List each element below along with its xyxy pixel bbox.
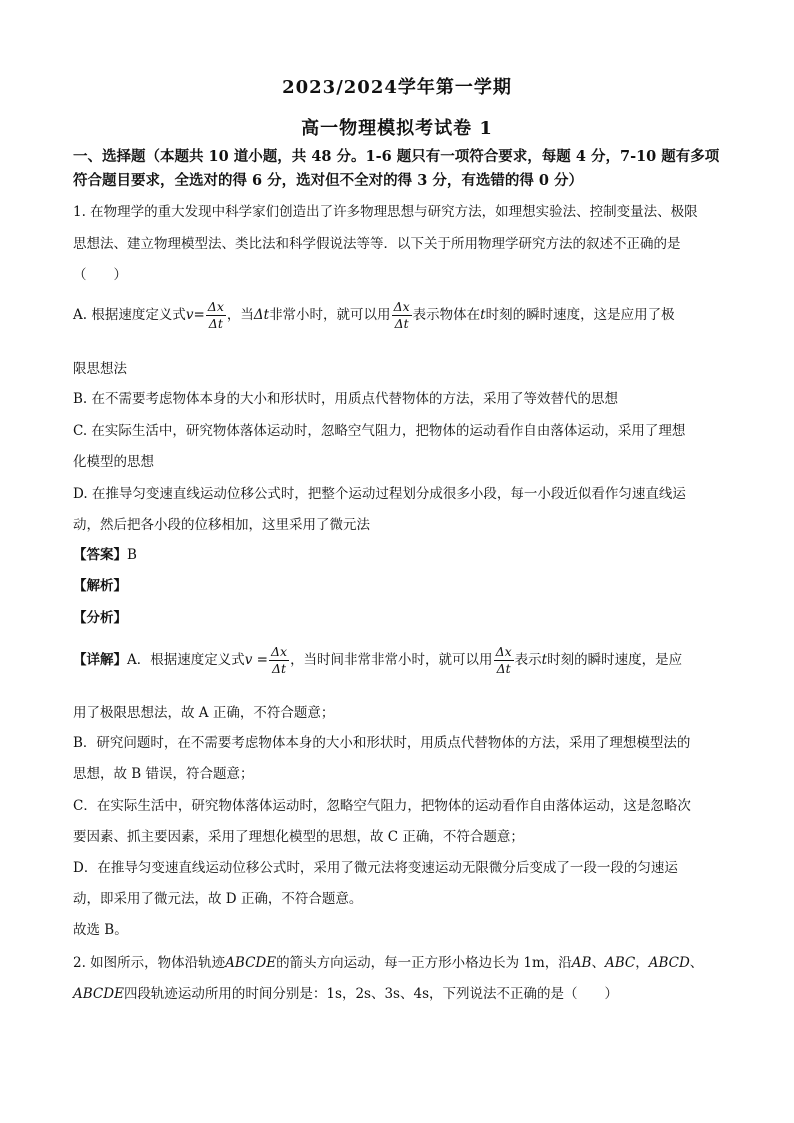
separator: 、	[591, 955, 605, 971]
path-label: ABCDE	[225, 955, 277, 971]
fraction-numerator: Δx	[207, 299, 224, 314]
fraction-numerator: Δx	[393, 299, 410, 314]
q1-option-c-line-1: C. 在实际生活中，研究物体落体运动时，忽略空气阻力，把物体的运动看作自由落体运动，采用了理想	[73, 423, 686, 439]
detail-c-line-1: C．在实际生活中，研究物体落体运动时，忽略空气阻力，把物体的运动看作自由落体运动，这是忽略次	[73, 798, 691, 814]
fraction-denominator: Δt	[394, 316, 409, 331]
option-a-mid-3: 表示物体在	[412, 307, 481, 323]
q1-option-a-line-1	[73, 300, 675, 331]
detail-a-prefix: A．根据速度定义式	[127, 652, 245, 668]
ratio-fraction	[494, 645, 514, 676]
answer-label: 【答案】	[73, 547, 127, 563]
segment-abcd: ABCD	[648, 955, 690, 971]
q1-stem-line-3: （ ）	[73, 267, 127, 283]
q2-mid: 的箭头方向运动，每一正方形小格边长为 1m，沿	[276, 955, 572, 971]
detail-c-line-2: 要因素、抓主要因素，采用了理想化模型的思想，故 C 正确，不符合题意；	[73, 829, 524, 845]
conclusion-line: 故选 B。	[73, 922, 128, 938]
segment-abcde: ABCDE	[73, 986, 124, 1002]
exam-year-title: 2023/2024学年第一学期	[282, 77, 512, 98]
fraction-denominator: Δt	[208, 316, 223, 331]
separator: 、	[689, 955, 704, 971]
option-a-prefix: A. 根据速度定义式	[73, 307, 186, 323]
t-symbol: t	[480, 307, 486, 323]
q2-line-1	[73, 951, 703, 971]
detail-d-line-2: 动，即采用了微元法，故 D 正确，不符合题意。	[73, 891, 363, 907]
section-heading: 一、选择题（本题共 10 道小题，共 48 分。1-6 题只有一项符合要求，每题 4 分，7-10 题有多项符合题目要求，全选对的得 6 分，选对但不全对的得 3 分，有选错的得 0 分）	[73, 148, 720, 189]
detail-a-line-2: 用了极限思想法，故 A 正确，不符合题意；	[73, 705, 335, 721]
velocity-fraction	[206, 300, 226, 331]
segment-abc: ABC	[604, 955, 636, 971]
ratio-fraction	[392, 300, 412, 331]
answer-value: B	[127, 547, 137, 563]
analysis-label: 【解析】	[73, 578, 127, 594]
option-a-mid-2: 非常小时，就可以用	[269, 307, 391, 323]
exam-paper-title: 高一物理模拟考试卷 1	[301, 118, 493, 139]
q1-option-b: B. 在不需要考虑物体本身的大小和形状时，用质点代替物体的方法，采用了等效替代的思想	[73, 391, 619, 407]
option-a-mid-1: ，当	[226, 307, 254, 323]
delta-t-symbol: Δt	[253, 307, 270, 323]
detail-b-line-1: B．研究问题时，在不需要考虑物体本身的大小和形状时，用质点代替物体的方法，采用了理想模型法的	[73, 735, 691, 751]
option-a-suffix: 时刻的瞬时速度，这是应用了极	[485, 307, 675, 323]
q1-option-a-line-2: 限思想法	[73, 361, 127, 377]
fraction-numerator: Δx	[495, 644, 512, 659]
segment-ab: AB	[571, 955, 592, 971]
q2-prefix: 2. 如图所示，物体沿轨迹	[73, 955, 226, 971]
fenxi-label: 【分析】	[73, 610, 127, 626]
fraction-denominator: Δt	[496, 661, 511, 676]
detail-a-mid-1: ，当时间非常非常小时，就可以用	[290, 652, 493, 668]
q2-line-2	[73, 982, 618, 1002]
velocity-fraction	[269, 645, 289, 676]
separator: ，	[635, 955, 649, 971]
q1-option-c-line-2: 化模型的思想	[73, 454, 154, 470]
q1-stem-line-1: 1. 在物理学的重大发现中科学家们创造出了许多物理思想与研究方法，如理想实验法、控制变量法、极限	[73, 204, 698, 220]
q1-stem-line-2: 思想法、建立物理模型法、类比法和科学假说法等等．以下关于所用物理学研究方法的叙述不正确的是	[73, 236, 681, 252]
q2-suffix: 四段轨迹运动所用的时间分别是：1s，2s、3s、4s，下列说法不正确的是（ ）	[123, 986, 619, 1002]
q1-option-d-line-2: 动，然后把各小段的位移相加，这里采用了微元法	[73, 517, 370, 533]
detail-a-line-1	[73, 645, 682, 676]
t-symbol: t	[541, 652, 548, 668]
fraction-denominator: Δt	[271, 661, 287, 676]
q1-option-d-line-1: D. 在推导匀变速直线运动位移公式时，把整个运动过程划分成很多小段，每一小段近似看作匀速直线运	[73, 486, 686, 502]
v-equals: v =	[244, 652, 268, 668]
detail-b-line-2: 思想，故 B 错误，符合题意；	[73, 766, 254, 782]
fraction-numerator: Δx	[270, 644, 288, 659]
detail-label: 【详解】	[73, 652, 127, 668]
v-equals: v=	[185, 307, 205, 323]
detail-a-mid-2: 表示	[514, 652, 542, 668]
detail-d-line-1: D．在推导匀变速直线运动位移公式时，采用了微元法将变速运动无限微分后变成了一段一段的匀速运	[73, 860, 678, 876]
detail-a-suffix: 时刻的瞬时速度，是应	[547, 652, 683, 668]
answer-line	[73, 543, 137, 563]
